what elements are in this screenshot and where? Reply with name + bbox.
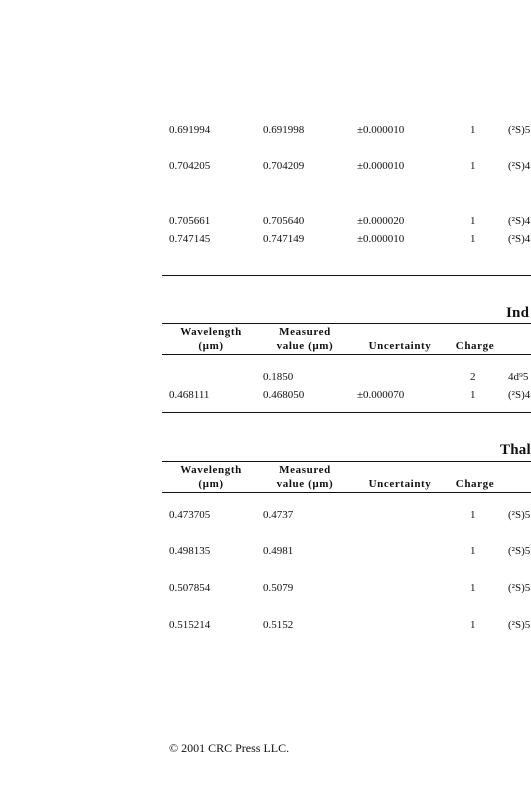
config-cell: (²S)4 <box>508 215 531 227</box>
config-cell: (²S)5 <box>508 582 531 594</box>
wavelength-cell: 0.515214 <box>169 619 211 631</box>
charge-cell: 1 <box>470 509 476 521</box>
uncertainty-header: Uncertainty <box>368 340 432 352</box>
charge-cell: 1 <box>470 389 476 401</box>
section-title: Thal <box>500 442 531 458</box>
wavelength-cell: 0.507854 <box>169 582 211 594</box>
uncertainty-cell: ±0.000010 <box>357 124 405 136</box>
table-bottom-rule <box>162 412 531 413</box>
wavelength-cell: 0.468111 <box>169 389 210 401</box>
wavelength-cell: 0.705661 <box>169 215 211 227</box>
config-cell: (²S)5 <box>508 619 531 631</box>
charge-header: Charge <box>455 478 495 490</box>
measured-cell: 0.1850 <box>263 371 294 383</box>
header-top-rule <box>162 323 531 324</box>
header-top-rule <box>162 461 531 462</box>
wavelength-header: Wavelength (µm) <box>180 326 242 352</box>
charge-cell: 1 <box>470 545 476 557</box>
header-bottom-rule <box>162 492 531 493</box>
uncertainty-cell: ±0.000070 <box>357 389 405 401</box>
config-cell: (²S)5 <box>508 509 531 521</box>
config-cell: (²S)4 <box>508 160 531 172</box>
wavelength-cell: 0.473705 <box>169 509 211 521</box>
charge-cell: 1 <box>470 619 476 631</box>
measured-cell: 0.4737 <box>263 509 294 521</box>
wavelength-cell: 0.498135 <box>169 545 211 557</box>
config-cell: 4d⁹5 <box>508 371 529 383</box>
charge-cell: 1 <box>470 215 476 227</box>
wavelength-cell: 0.691994 <box>169 124 211 136</box>
measured-header: Measured value (µm) <box>276 464 334 490</box>
wavelength-header: Wavelength (µm) <box>180 464 242 490</box>
table-bottom-rule <box>162 275 531 276</box>
charge-cell: 1 <box>470 160 476 172</box>
measured-header: Measured value (µm) <box>276 326 334 352</box>
wavelength-cell: 0.747145 <box>169 233 211 245</box>
uncertainty-cell: ±0.000020 <box>357 215 405 227</box>
measured-cell: 0.705640 <box>263 215 305 227</box>
uncertainty-header: Uncertainty <box>368 478 432 490</box>
uncertainty-cell: ±0.000010 <box>357 233 405 245</box>
charge-cell: 1 <box>470 582 476 594</box>
measured-cell: 0.747149 <box>263 233 305 245</box>
charge-cell: 2 <box>470 371 476 383</box>
wavelength-cell: 0.704205 <box>169 160 211 172</box>
measured-cell: 0.4981 <box>263 545 294 557</box>
config-cell: (²S)5 <box>508 124 531 136</box>
measured-cell: 0.468050 <box>263 389 305 401</box>
measured-cell: 0.5152 <box>263 619 294 631</box>
charge-cell: 1 <box>470 233 476 245</box>
section-title: Ind <box>506 305 530 321</box>
config-cell: (²S)4 <box>508 389 531 401</box>
measured-cell: 0.704209 <box>263 160 305 172</box>
header-bottom-rule <box>162 354 531 355</box>
config-cell: (²S)5 <box>508 545 531 557</box>
charge-header: Charge <box>455 340 495 352</box>
copyright-notice: © 2001 CRC Press LLC. <box>169 741 290 755</box>
charge-cell: 1 <box>470 124 476 136</box>
measured-cell: 0.5079 <box>263 582 294 594</box>
uncertainty-cell: ±0.000010 <box>357 160 405 172</box>
config-cell: (²S)4 <box>508 233 531 245</box>
measured-cell: 0.691998 <box>263 124 305 136</box>
